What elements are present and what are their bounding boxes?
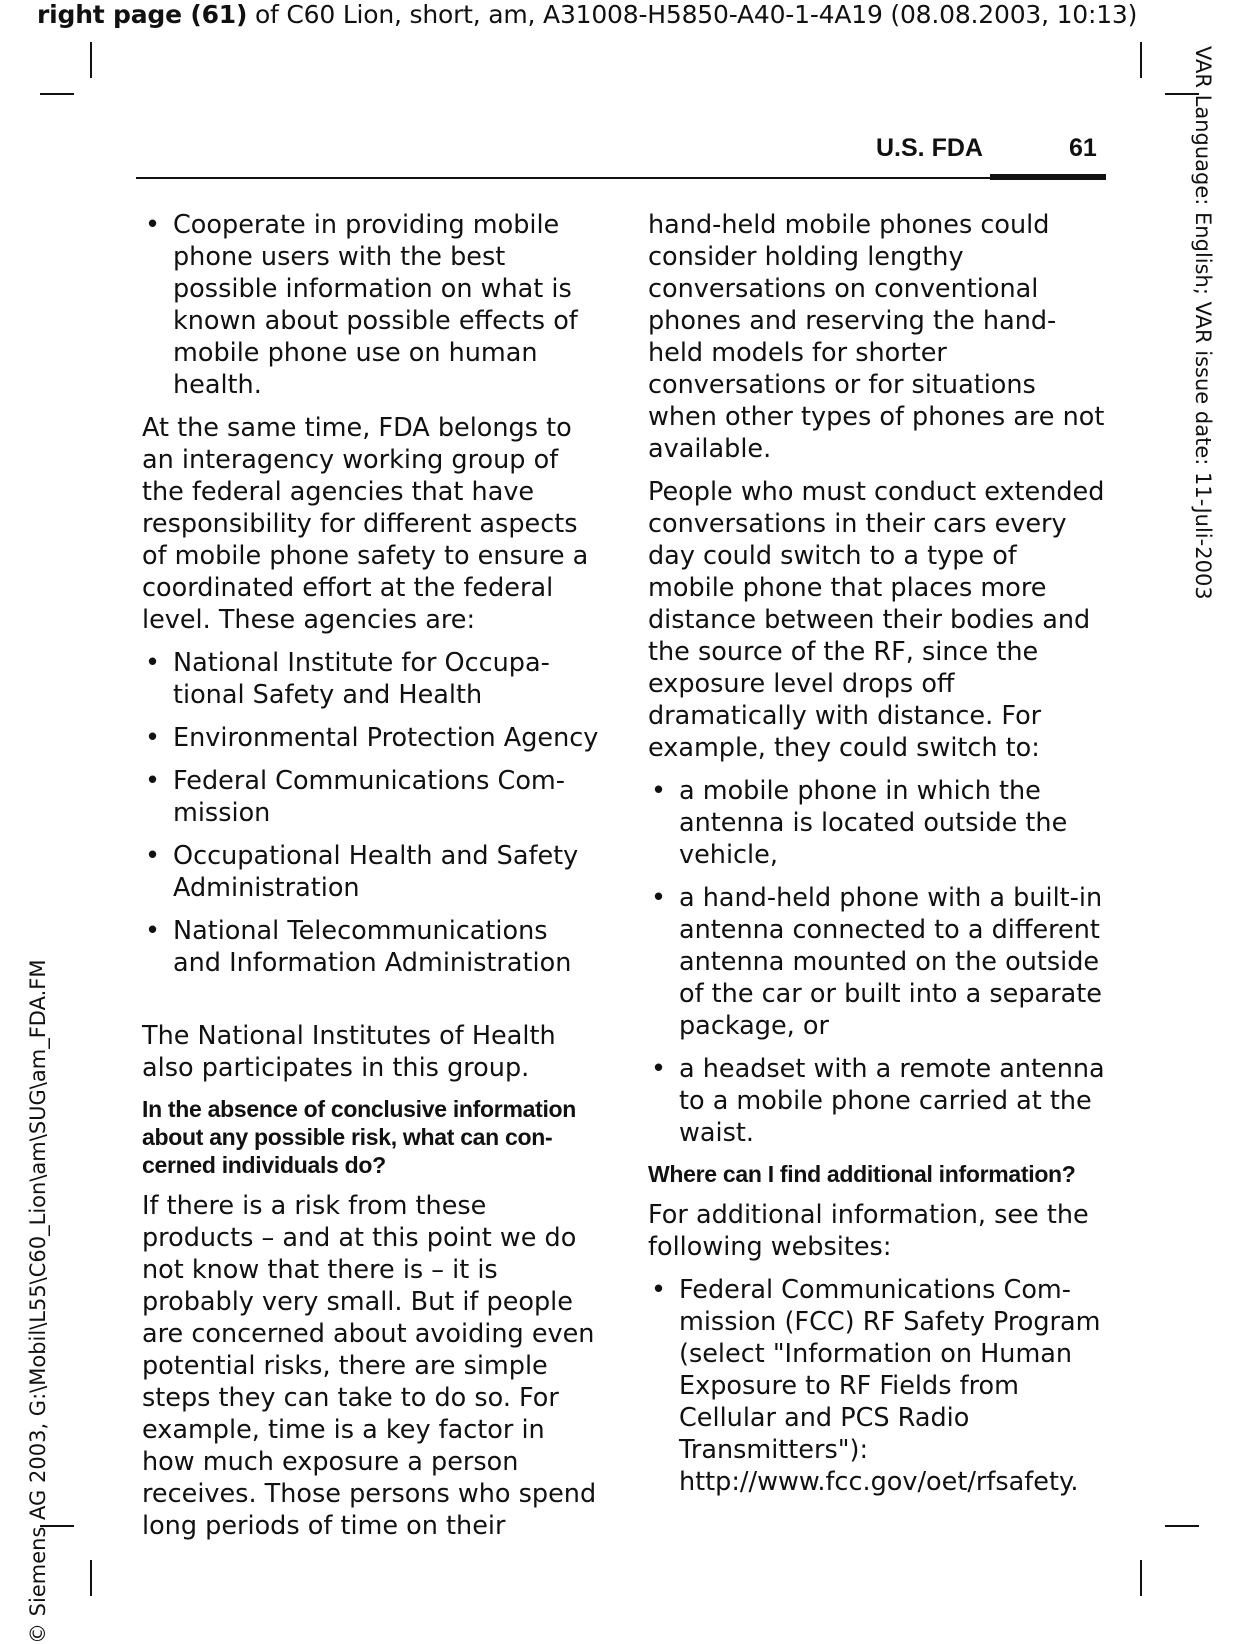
paragraph: The National Institutes of Health also participates in this group.: [142, 1021, 556, 1083]
list-item: • Federal Communications Commission (FCC) RF Safety Program (select "Information on Human Exposure to RF Fields from Cellular and PCS Radio Transmitters"): http://www.fcc.gov/oet/rfsafety.: [651, 1275, 1101, 1497]
list-item-text: Occupational Health and Safety Administration: [173, 841, 579, 903]
file-info-rest: of C60 Lion, short, am, A31008-H5850-A40-1-4A19 (08.08.2003, 10:13): [247, 0, 1138, 29]
right-column: [648, 209, 1108, 1509]
paragraph: hand-held mobile phones could consider holding lengthy conversations on conventional phones and reserving the hand-held models for shorter conversations or for situations when other types of phones are not available.: [648, 210, 1105, 464]
list-item-text: a headset with a remote antenna to a mobile phone carried at the waist.: [679, 1054, 1105, 1148]
list-item-text: National Institute for Occupational Safety and Health: [173, 648, 550, 710]
page-number: 61: [1069, 134, 1097, 162]
list-item-text: a mobile phone in which the antenna is located outside the vehicle,: [679, 776, 1068, 870]
list-item: • Cooperate in providing mobile phone users with the best possible information on what is known about possible effects of mobile phone use on human health.: [145, 210, 578, 400]
paragraph: People who must conduct extended conversations in their cars every day could switch to a type of mobile phone that places more distance between their bodies and the source of the RF, since the exposure level drops off dramatically with distance. For example, they could switch to:: [648, 477, 1105, 763]
list-item-text: a hand-held phone with a built-in antenna connected to a different antenna mounted on the outside of the car or built into a separate package, or: [679, 883, 1103, 1041]
file-info-bold: right page (61): [37, 0, 248, 29]
list-item: • a mobile phone in which the antenna is located outside the vehicle,: [651, 776, 1068, 870]
list-item: • Occupational Health and Safety Administration: [145, 841, 579, 903]
crop-mark: [1165, 1525, 1199, 1527]
list-item-text: National Telecommunications and Information Administration: [173, 916, 572, 978]
crop-mark: [40, 93, 74, 95]
crop-mark: [90, 42, 92, 78]
cooperation-list: [142, 209, 602, 401]
spacer: [142, 990, 602, 1020]
var-language-note: VAR Language: English; VAR issue date: 11-Juli-2003: [1191, 46, 1215, 600]
websites-list: [648, 1274, 1108, 1498]
list-item-text: Federal Communications Commission: [173, 766, 565, 828]
copyright-path-note: © Siemens AG 2003, G:\Mobil\L55\C60_Lion\am\SUG\am_FDA.FM: [26, 959, 50, 1644]
list-item-text: Federal Communications Commission (FCC) RF Safety Program (select "Information on Human Exposure to RF Fields from Cellular and PCS Radio Transmitters"): http://www.fcc.gov/oet/rfsafety.: [679, 1275, 1101, 1497]
crop-mark: [90, 1560, 92, 1596]
paragraph: If there is a risk from these products – and at this point we do not know that there is – it is probably very small. But if people are concerned about avoiding even potential risks, there are simple steps they can take to do so. For example, time is a key factor in how much exposure a person receives. Those persons who spend long periods of time on their: [142, 1191, 597, 1541]
section-title: U.S. FDA: [876, 134, 983, 162]
crop-mark: [1140, 1560, 1142, 1596]
left-column: [142, 209, 602, 1553]
list-item-text: Environmental Protection Agency: [173, 723, 599, 753]
crop-mark: [1140, 42, 1142, 78]
list-item: • National Telecommunications and Information Administration: [145, 916, 572, 978]
list-item: • Federal Communications Commission: [145, 766, 565, 828]
list-item: • a hand-held phone with a built-in antenna connected to a different antenna mounted on the outside of the car or built into a separate package, or: [651, 883, 1103, 1041]
list-item: • National Institute for Occupational Safety and Health: [145, 648, 550, 710]
agencies-list: [142, 647, 602, 979]
header-rule-accent: [990, 174, 1106, 180]
paragraph: At the same time, FDA belongs to an interagency working group of the federal agencies that have responsibility for different aspects of mobile phone safety to ensure a coordinated effort at the federal level. These agencies are:: [142, 413, 589, 635]
list-item-text: Cooperate in providing mobile phone users with the best possible information on what is known about possible effects of mobile phone use on human health.: [173, 210, 578, 400]
list-item: • Environmental Protection Agency: [145, 723, 599, 753]
header-rule: [136, 177, 1106, 179]
options-list: [648, 775, 1108, 1149]
paragraph: For additional information, see the following websites:: [648, 1200, 1089, 1262]
question-heading: In the absence of conclusive information about any possible risk, what can concerned individuals do?: [142, 1096, 577, 1178]
list-item: • a headset with a remote antenna to a mobile phone carried at the waist.: [651, 1054, 1105, 1148]
question-heading: Where can I find additional information?: [648, 1161, 1076, 1187]
file-info-line: [37, 0, 1137, 29]
